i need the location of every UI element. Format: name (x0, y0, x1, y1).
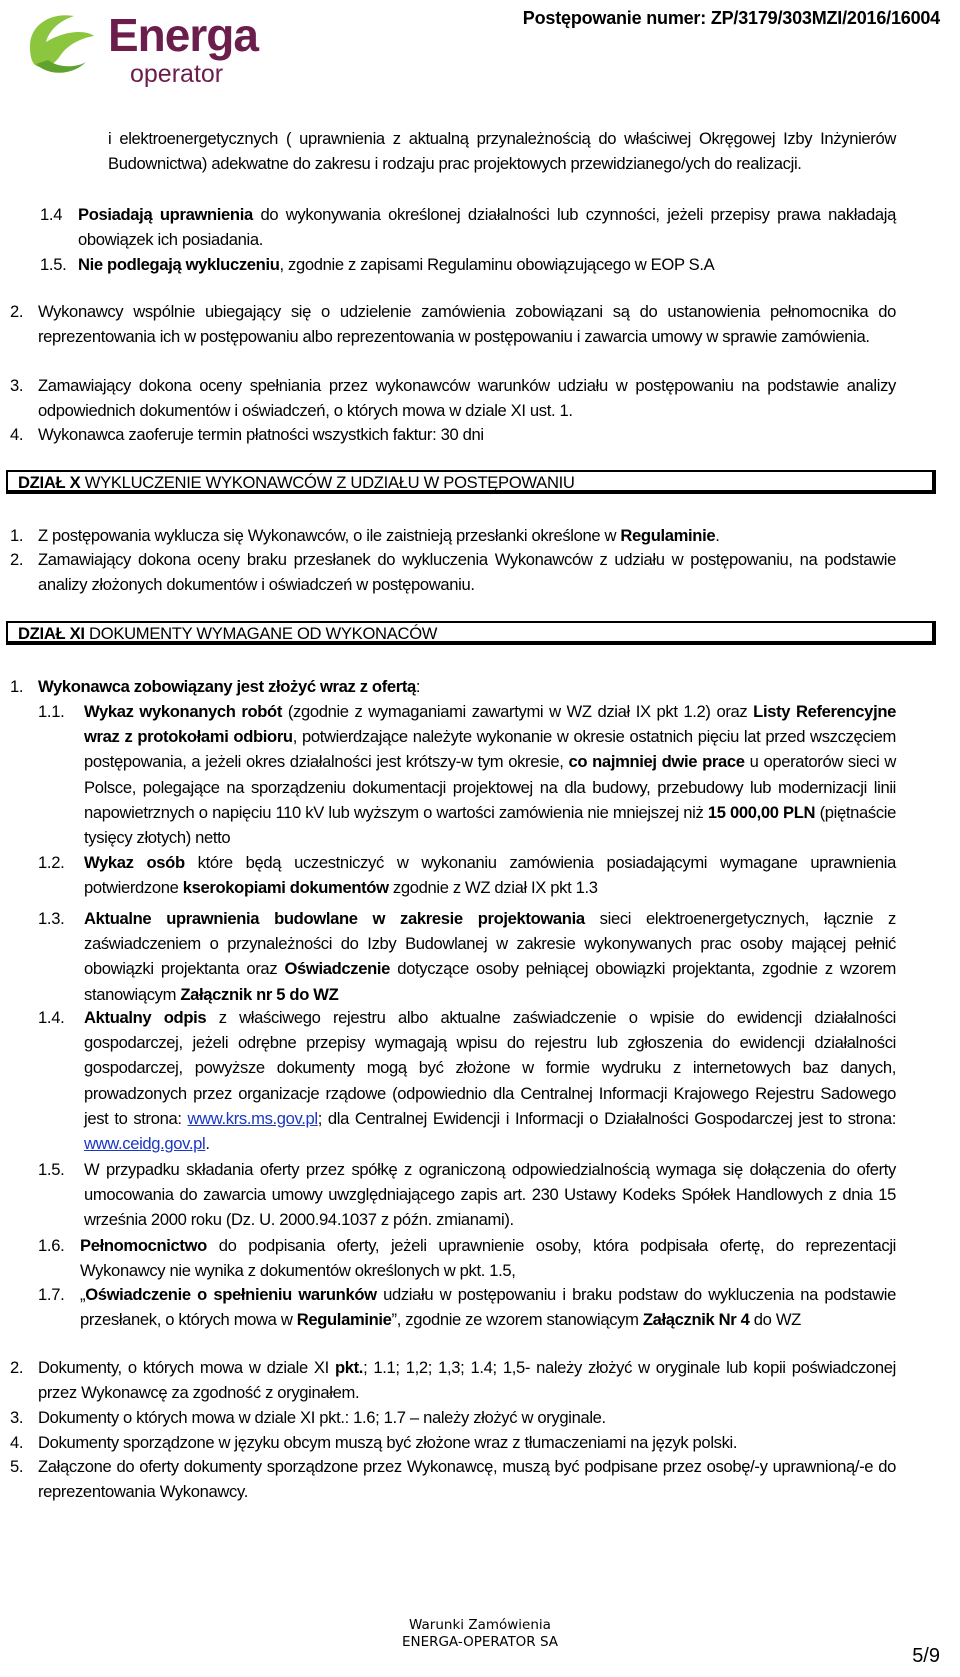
item-1-6 (80, 1233, 896, 1283)
emphasis: Załącznik nr 5 do WZ (180, 984, 339, 1004)
point-number: 1.6. (38, 1236, 65, 1255)
emphasis: Listy Referencyjne wraz z protokołami odbioru (84, 702, 896, 747)
emphasis: Regulaminie (620, 526, 716, 545)
emphasis: 15 000,00 PLN (707, 802, 816, 822)
text: z właściwego rejestru albo aktualne zaświadczenie o wpisie do ewidencji działalności gospodarczej, jeżeli odrębne przepisy wymagają wpisu do rejestru lub zgłoszenia do ewidencji działalności gospodarczej, powyższe dokumenty mogą być złożone w formie wydruku z internetowych baz danych, prowadzonych przez organizacje rządowe (odpowiednio dla Centralnej Informacji Krajowego Rejestru Sadowego jest to strona: (84, 1008, 896, 1128)
section-name: DOKUMENTY WYMAGANE OD WYKONACÓW (84, 624, 438, 643)
emphasis: Posiadają uprawnienia (78, 205, 253, 224)
section-x-title (18, 473, 575, 493)
procedure-number: Postępowanie numer: ZP/3179/303MZI/2016/16004 (522, 8, 940, 28)
emphasis: Aktualny odpis (84, 1008, 207, 1027)
item-1-2 (84, 850, 896, 900)
text: (piętnaście tysięcy złotych) netto (84, 802, 896, 848)
point-3: Zamawiający dokona oceny spełniania przez wykonawców warunków udziału w postępowaniu na podstawie analizy odpowiednich dokumentów i oświadczeń, o których mowa w dziale XI ust. 1. (38, 376, 896, 421)
point-number: 1.7. (38, 1285, 65, 1304)
logo-wordmark: Energa (108, 9, 258, 61)
text: , potwierdzające należyte wykonanie w okresie ostatnich pięciu lat przed wszczęciem postępowania, a jeżeli okres działalności jest krótszy-w tym okresie, (84, 727, 896, 772)
section-xi-point-5: Załączone do oferty dokumenty sporządzone przez Wykonawcę, muszą być podpisane przez osobę/-y uprawnioną/-e do reprezentowania Wykonawcy. (38, 1457, 896, 1502)
point-number: 1.4 (40, 205, 63, 224)
text: , zgodnie z zapisami Regulaminu obowiązującego w EOP S.A (279, 255, 715, 274)
footer-title: Warunki Zamówienia (409, 1617, 551, 1633)
text: do podpisania oferty, jeżeli uprawnienie osoby, która podpisała ofertę, do reprezentacji Wykonawcy nie wynika z dokumentów określonych w pkt. 1.5, (80, 1236, 896, 1281)
text: zgodnie z WZ dział IX pkt 1.3 (388, 878, 598, 898)
point-2: Wykonawcy wspólnie ubiegający się o udzielenie zamówienia zobowiązani są do ustanowienia pełnomocnika do reprezentowania ich w postępowaniu albo reprezentowania w postępowaniu i zawarcia umowy w sprawie zamówienia. (38, 302, 896, 347)
item-1-4 (84, 1005, 896, 1156)
section-xi-point-3: Dokumenty o których mowa w dziale XI pkt.: 1.6; 1.7 – należy złożyć w oryginale. (38, 1408, 606, 1427)
text: ”, zgodnie ze wzorem stanowiącym (391, 1310, 643, 1330)
point-1-4 (78, 202, 896, 252)
text: (zgodnie z wymaganiami zawartymi w WZ dział IX pkt 1.2) oraz (282, 702, 754, 721)
emphasis: Wykaz wykonanych robót (84, 702, 282, 721)
text: . (205, 1134, 210, 1154)
text: udziału w postępowaniu i braku podstaw do wykluczenia na podstawie przesłanek, o których mowa w (80, 1285, 896, 1330)
text: Z postępowania wyklucza się Wykonawców, o ile zaistnieją przesłanki określone w (38, 526, 621, 545)
point-number: 1. (10, 526, 24, 545)
point-number: 3. (10, 376, 24, 395)
item-1-5: W przypadku składania oferty przez spółkę z ograniczoną odpowiedzialnością wymaga się dołączenia do oferty umocowania do zawarcia umowy uwzględniającego zapis art. 230 Ustawy Kodeks Spółek Handlowych z dnia 15 września 2000 roku (Dz. U. 2000.94.1037 z późn. zmianami). (84, 1160, 896, 1230)
point-number: 5. (10, 1457, 24, 1476)
emphasis: pkt. (334, 1358, 364, 1377)
point-number: 2. (10, 550, 24, 569)
text: do wykonywania określonej działalności lub czynności, jeżeli przepisy prawa nakładają obowiązek ich posiadania. (78, 205, 896, 250)
emphasis: co najmniej dwie prace (568, 752, 745, 772)
item-1-7 (80, 1282, 896, 1332)
text: ; dla Centralnej Ewidencji i Informacji o Działalności Gospodarczej jest to strona: (317, 1108, 897, 1128)
text: „ (80, 1285, 86, 1304)
emphasis: kserokopiami dokumentów (182, 878, 389, 898)
point-number: 4. (10, 425, 24, 444)
point-number: 2. (10, 1358, 24, 1377)
text: ; 1.1; 1,2; 1,3; 1.4; 1,5- należy złożyć w oryginale lub kopii poświadczonej przez Wykonawcę za zgodność z oryginałem. (38, 1358, 896, 1403)
point-number: 1.4. (38, 1008, 65, 1027)
section-name: WYKLUCZENIE WYKONAWCÓW Z UDZIAŁU W POSTĘPOWANIU (80, 473, 575, 492)
emphasis: Oświadczenie (284, 959, 391, 979)
section-label: DZIAŁ X (18, 473, 81, 492)
emphasis: Wykonawca zobowiązany jest złożyć wraz z ofertą (38, 677, 416, 696)
text: sieci elektroenergetycznych, łącznie z zaświadczeniem o przynależności do Izby Budowlanej w zakresie wykonywanych prac osoby mającej pełnić obowiązki projektanta oraz (84, 909, 896, 979)
section-xi-point-2 (38, 1355, 896, 1405)
point-number: 1. (10, 677, 24, 696)
emphasis: Aktualne uprawnienia budowlane w zakresie projektowania (84, 909, 585, 928)
emphasis: Nie podlegają wykluczeniu (78, 255, 280, 274)
section-x-point-1 (38, 523, 896, 548)
point-1-5 (78, 252, 896, 277)
emphasis: Załącznik Nr 4 (642, 1310, 750, 1330)
text: Dokumenty, o których mowa w dziale XI (38, 1358, 335, 1377)
section-xi-title (18, 624, 437, 644)
emphasis: Oświadczenie o spełnieniu warunków (85, 1285, 377, 1304)
point-number: 1.5. (40, 255, 67, 274)
text: które będą uczestniczyć w wykonaniu zamówienia posiadającymi wymagane uprawnienia potwierdzone (84, 853, 897, 898)
emphasis: Wykaz osób (84, 853, 185, 872)
point-number: 1.1. (38, 702, 65, 721)
point-number: 1.5. (38, 1160, 65, 1179)
footer-company: ENERGA-OPERATOR SA (401, 1634, 559, 1650)
section-label: DZIAŁ XI (18, 624, 85, 643)
text: do WZ (749, 1310, 801, 1330)
energa-operator-logo (22, 6, 282, 92)
section-xi-point-1 (38, 674, 896, 699)
point-number: 3. (10, 1408, 24, 1427)
item-1-3 (84, 906, 896, 1007)
point-4: Wykonawca zaoferuje termin płatności wszystkich faktur: 30 dni (38, 425, 484, 444)
section-xi-point-4: Dokumenty sporządzone w języku obcym muszą być złożone wraz z tłumaczeniami na język polski. (38, 1433, 738, 1452)
emphasis: Pełnomocnictwo (80, 1236, 207, 1255)
krs-link[interactable]: www.krs.ms.gov.pl (187, 1108, 318, 1128)
point-number: 2. (10, 302, 24, 321)
point-1-3-continuation: i elektroenergetycznych ( uprawnienia z aktualną przynależnością do właściwej Okręgowej Izby Inżynierów Budownictwa) adekwatne do zakresu i rodzaju prac projektowych przewidzianego/ych do realizacji. (108, 129, 896, 174)
text: : (415, 677, 421, 696)
point-number: 4. (10, 1433, 24, 1452)
section-x-header (6, 470, 936, 494)
section-x-point-2: Zamawiający dokona oceny braku przesłanek do wykluczenia Wykonawców z udziału w postępowaniu, na podstawie analizy złożonych dokumentów i oświadczeń w postępowaniu. (38, 550, 896, 595)
text: u operatorów sieci w Polsce, polegające na sporządzeniu dokumentacji projektowej na dla budowy, przebudowy lub modernizacji linii napowietrznych o napięciu 110 kV lub wyższym o wartości zamówienia nie mniejszej niż (84, 752, 896, 822)
text: . (715, 526, 720, 545)
page-number: 5/9 (912, 1645, 940, 1667)
point-number: 1.2. (38, 853, 65, 872)
logo-subtitle: operator (130, 60, 224, 88)
point-number: 1.3. (38, 909, 65, 928)
emphasis: Regulaminie (296, 1310, 392, 1330)
section-xi-header (6, 621, 936, 645)
item-1-1 (84, 699, 896, 850)
energa-logo-icon (22, 6, 102, 86)
ceidg-link[interactable]: www.ceidg.gov.pl (84, 1134, 206, 1154)
text: dotyczące osoby pełniącej obowiązki projektanta, zgodnie z wzorem stanowiącym (84, 959, 896, 1004)
